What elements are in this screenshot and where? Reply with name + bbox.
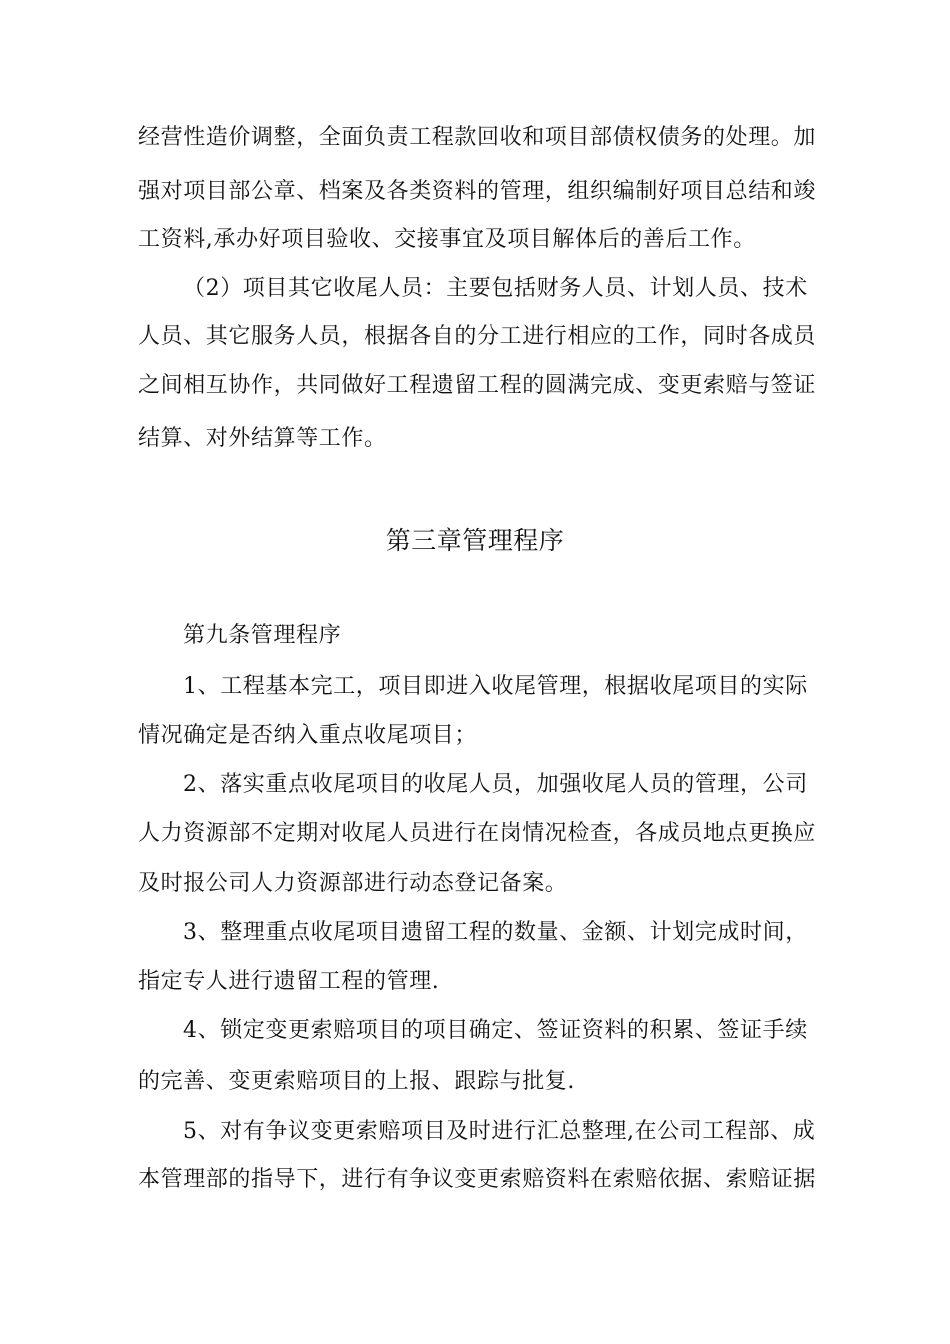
list-item-line: 3、整理重点收尾项目遗留工程的数量、金额、计划完成时间， — [183, 920, 808, 945]
list-item-line: 人力资源部不定期对收尾人员进行在岗情况检查，各成员地点更换应 — [138, 821, 817, 846]
body-text-line: 人员、其它服务人员，根据各自的分工进行相应的工作，同时各成员 — [138, 324, 817, 349]
list-item-line: 的完善、变更索赔项目的上报、跟踪与批复. — [138, 1069, 575, 1094]
body-text-line: 结算、对外结算等工作。 — [138, 426, 387, 451]
list-item-line: 5、对有争议变更索赔项目及时进行汇总整理,在公司工程部、成 — [183, 1119, 816, 1144]
list-item-line: 指定专人进行遗留工程的管理. — [138, 969, 440, 994]
list-item-line: 本管理部的指导下，进行有争议变更索赔资料在索赔依据、索赔证据 — [138, 1167, 817, 1192]
list-item-line: 情况确定是否纳入重点收尾项目； — [138, 723, 478, 748]
body-text-line: 经营性造价调整，全面负责工程款回收和项目部债权债务的处理。加 — [138, 125, 817, 150]
list-item-line: 及时报公司人力资源部进行动态登记备案。 — [138, 871, 568, 896]
body-text-line: 工资料,承办好项目验收、交接事宜及项目解体后的善后工作。 — [138, 227, 756, 252]
list-item-line: 4、锁定变更索赔项目的项目确定、签证资料的积累、签证手续 — [183, 1018, 808, 1043]
body-text-line: （2）项目其它收尾人员：主要包括财务人员、计划人员、技术 — [183, 276, 808, 301]
list-item-line: 2、落实重点收尾项目的收尾人员，加强收尾人员的管理，公司 — [183, 772, 808, 797]
body-text-line: 强对项目部公章、档案及各类资料的管理，组织编制好项目总结和竣 — [138, 179, 817, 204]
body-text-line: 之间相互协作，共同做好工程遗留工程的圆满完成、变更索赔与签证 — [138, 373, 817, 398]
chapter-title: 第三章管理程序 — [385, 526, 565, 555]
article-title: 第九条管理程序 — [183, 623, 342, 648]
list-item-line: 1、工程基本完工，项目即进入收尾管理，根据收尾项目的实际 — [183, 674, 808, 699]
